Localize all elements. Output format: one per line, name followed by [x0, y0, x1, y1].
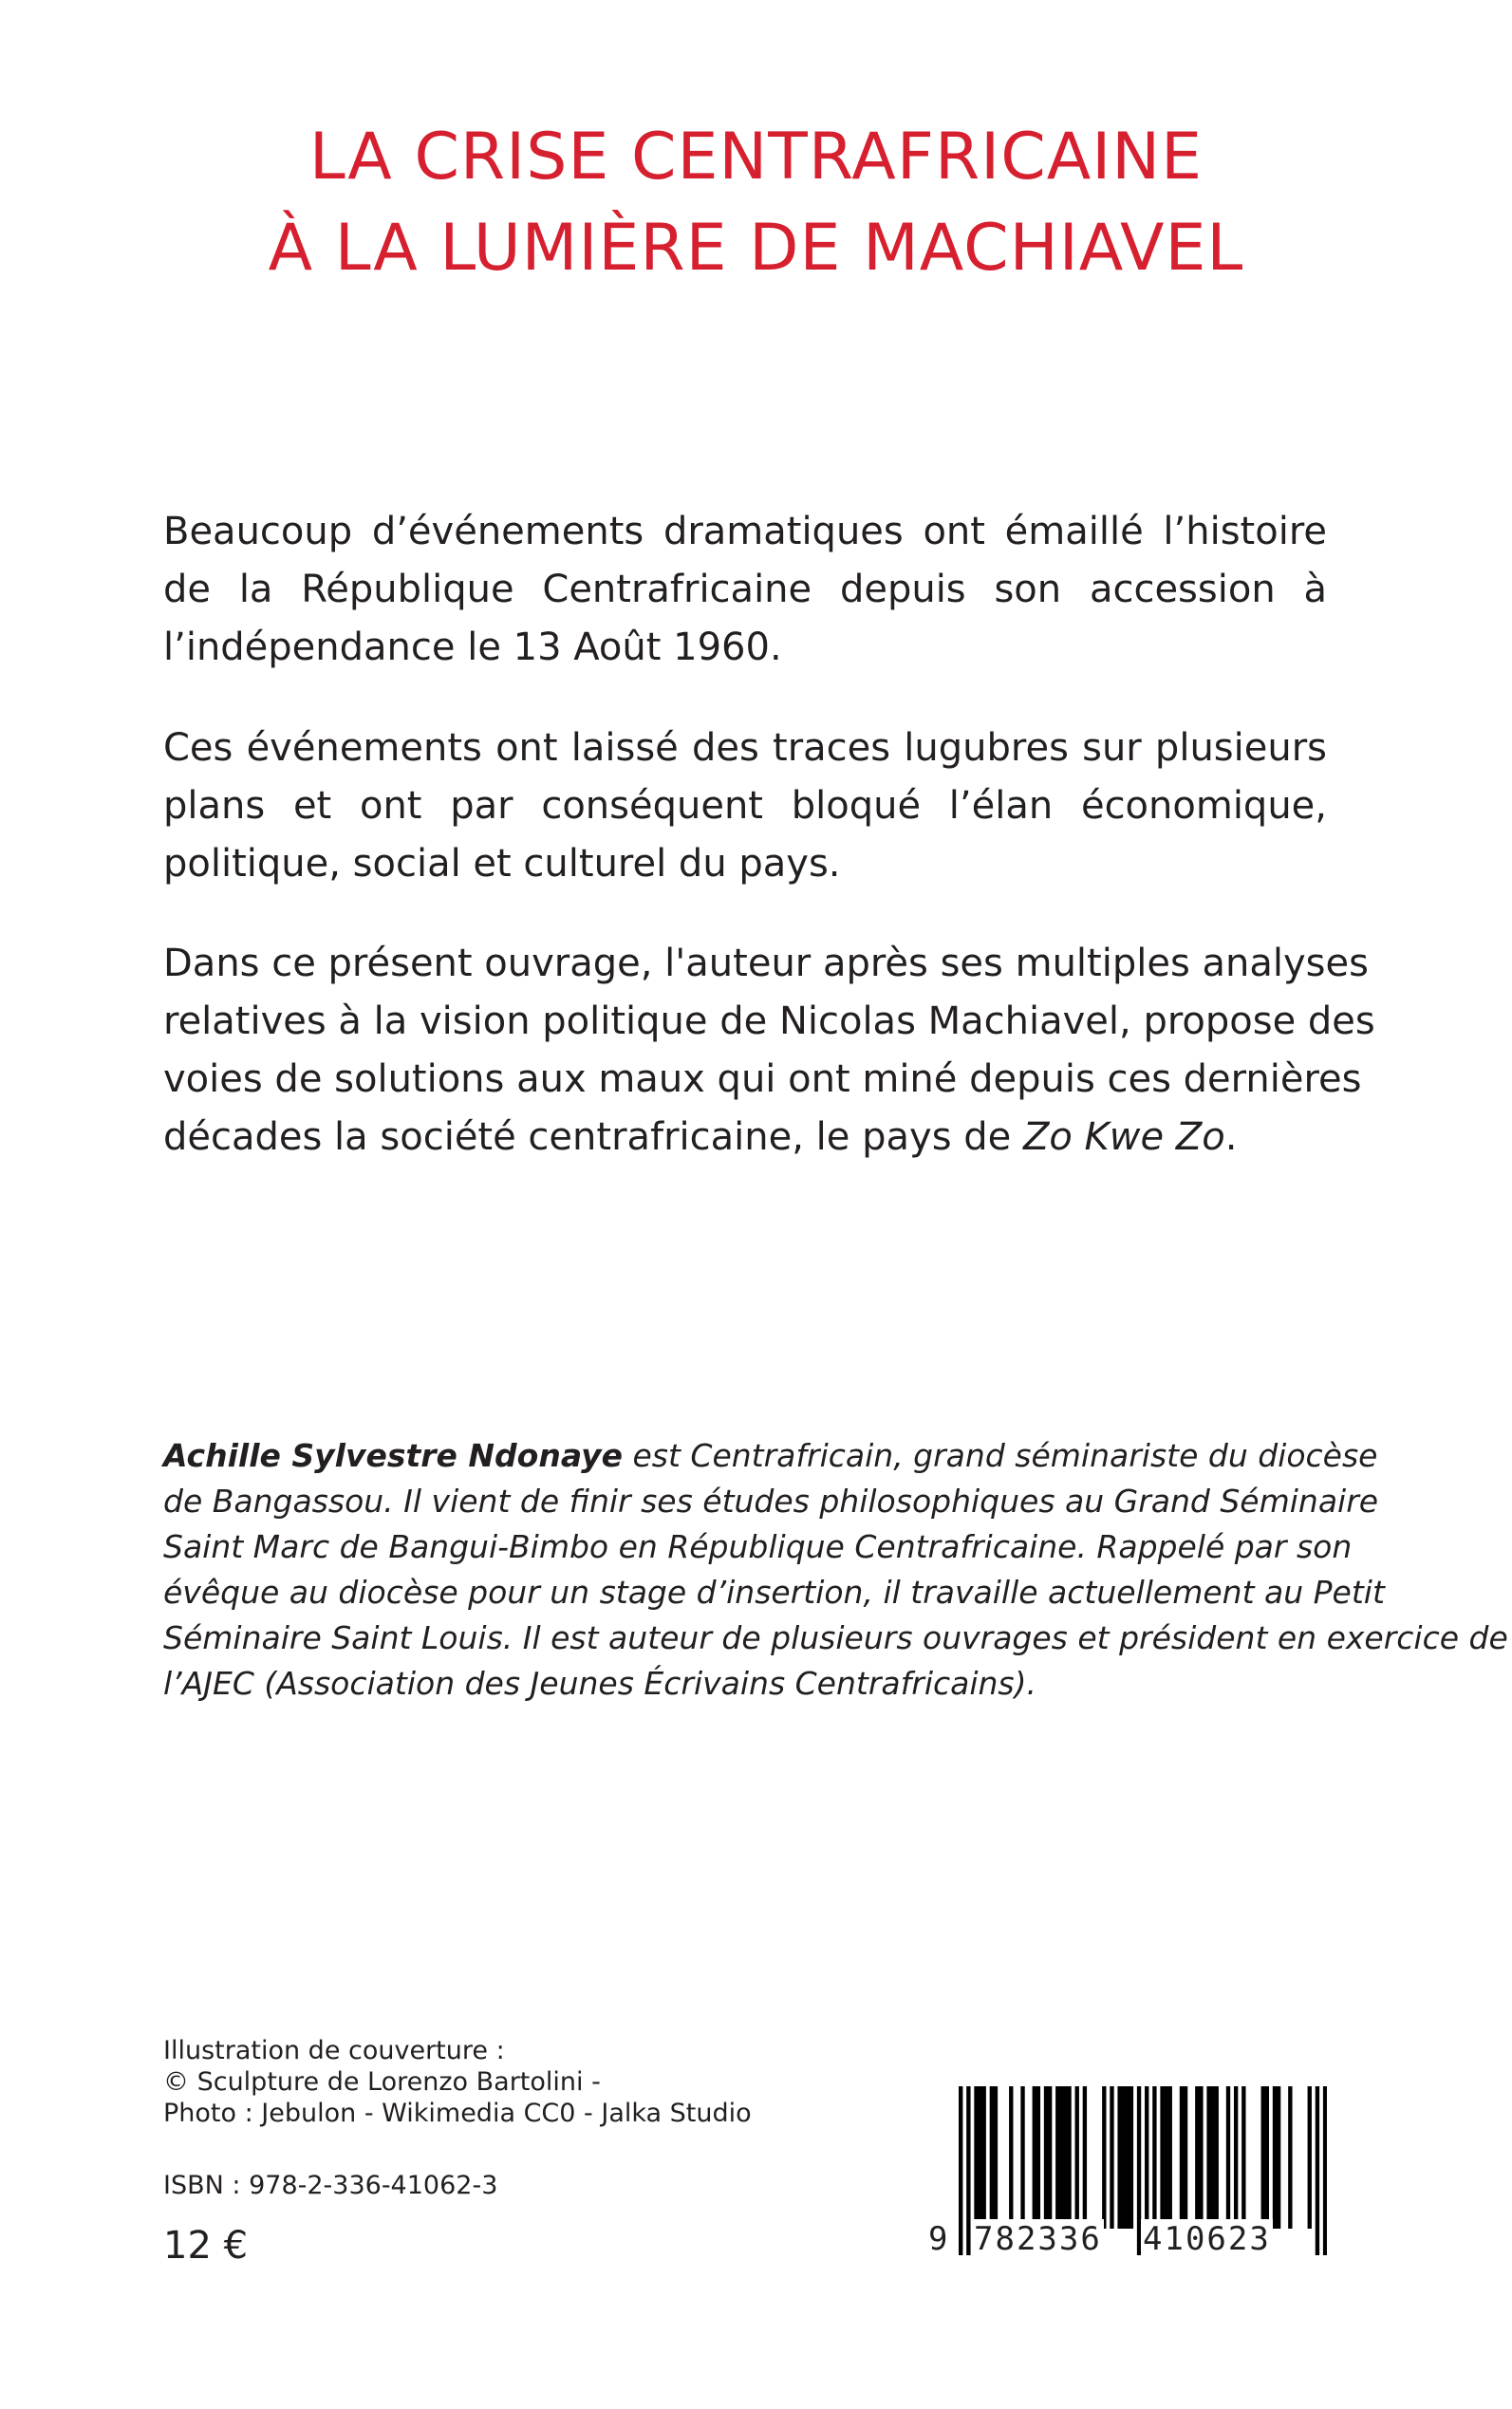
barcode-bar: [1044, 2086, 1048, 2229]
cover-credits: [163, 2035, 752, 2129]
barcode-bar: [1152, 2086, 1156, 2229]
book-title-line-1: LA CRISE CENTRAFRICAINE: [308, 120, 1204, 195]
author-name: Achille Sylvestre Ndonaye: [163, 1437, 623, 1474]
barcode-bar: [1160, 2086, 1164, 2229]
summary-line: relatives à la vision politique de Nicolas Machiavel, propose des: [163, 999, 1375, 1043]
barcode-bar: [1009, 2086, 1013, 2229]
price: 12 €: [163, 2224, 249, 2268]
barcode-bar: [994, 2086, 998, 2229]
barcode-bar: [1206, 2086, 1210, 2229]
author-bio-text: est Centrafricain, grand séminariste du diocèse: [622, 1437, 1378, 1474]
barcode-bar: [1210, 2086, 1214, 2229]
summary-line: voies de solutions aux maux qui ont miné depuis ces dernières: [163, 1057, 1362, 1101]
barcode-bar: [1277, 2086, 1280, 2229]
summary-line: de la République Centrafricaine depuis son accession à: [163, 568, 1327, 611]
summary-line: Ces événements ont laissé des traces lugubres sur plusieurs: [163, 726, 1327, 770]
summary-line: l’indépendance le 13 Août 1960.: [163, 626, 782, 669]
barcode-bar: [1273, 2086, 1277, 2229]
barcode-bar: [1226, 2086, 1230, 2229]
barcode-bar: [1059, 2086, 1063, 2229]
summary-line: politique, social et culturel du pays.: [163, 842, 841, 886]
book-title-line-2: À LA LUMIÈRE DE MACHIAVEL: [268, 211, 1244, 286]
barcode-bar: [974, 2086, 978, 2229]
summary-text: .: [1224, 1115, 1238, 1159]
barcode-bar: [1033, 2086, 1036, 2229]
barcode-bar: [1063, 2086, 1067, 2229]
barcode-bar: [1195, 2086, 1199, 2229]
author-bio-line: l’AJEC (Association des Jeunes Écrivains Centrafricains).: [163, 1665, 1036, 1702]
barcode-digit-group-2: 410623: [1143, 2220, 1271, 2258]
barcode-bar: [1316, 2086, 1319, 2255]
isbn: ISBN : 978-2-336-41062-3: [163, 2171, 498, 2200]
barcode-bar: [1184, 2086, 1187, 2229]
barcode-bar: [1129, 2086, 1133, 2229]
barcode-bar: [1323, 2086, 1327, 2255]
author-bio-line: [163, 1433, 1378, 1479]
barcode-bar: [1126, 2086, 1129, 2229]
summary-line: Dans ce présent ouvrage, l'auteur après ses multiples analyses: [163, 942, 1369, 985]
barcode-digit-group-1: 782336: [974, 2220, 1102, 2258]
barcode-bar: [1199, 2086, 1203, 2229]
credits-line: Photo : Jebulon - Wikimedia CC0 - Jalka Studio: [163, 2099, 752, 2128]
barcode-bar: [1075, 2086, 1079, 2229]
barcode-bar: [1083, 2086, 1087, 2229]
author-bio-line: évêque au diocèse pour un stage d’insertion, il travaille actuellement au Petit: [163, 1574, 1385, 1611]
author-bio-line: Séminaire Saint Louis. Il est auteur de plusieurs ouvrages et président en exercice de: [163, 1619, 1508, 1656]
summary-paragraph-1: [163, 503, 1327, 677]
barcode-bar: [1288, 2086, 1292, 2229]
barcode-bar: [1117, 2086, 1121, 2229]
barcode-bar: [1168, 2086, 1172, 2229]
barcode-bar: [1048, 2086, 1052, 2229]
barcode-bar: [1122, 2086, 1126, 2229]
book-title: [0, 112, 1512, 294]
barcode-bar: [1020, 2086, 1024, 2229]
barcode-bar: [1110, 2086, 1113, 2229]
barcode-bar: [978, 2086, 981, 2229]
author-bio: [163, 1433, 1508, 1707]
barcode-bar: [1241, 2086, 1245, 2229]
barcode-bar: [1036, 2086, 1040, 2229]
barcode-bar: [1234, 2086, 1238, 2229]
barcode-bar: [1265, 2086, 1269, 2229]
barcode-bar: [990, 2086, 994, 2229]
summary-line: [163, 1109, 1327, 1167]
barcode-bar: [982, 2086, 986, 2229]
barcode-bar: [1102, 2086, 1106, 2229]
summary-text: décades la société centrafricaine, le pays de: [163, 1115, 1023, 1159]
credits-line: © Sculpture de Lorenzo Bartolini -: [163, 2067, 601, 2097]
summary-paragraph-2: [163, 719, 1327, 893]
summary-line: Beaucoup d’événements dramatiques ont émaillé l’histoire: [163, 510, 1327, 553]
barcode-bar: [1308, 2086, 1312, 2229]
barcode-bar: [959, 2086, 962, 2255]
author-bio-line: Saint Marc de Bangui-Bimbo en République Centrafricaine. Rappelé par son: [163, 1528, 1353, 1565]
barcode-bar: [1055, 2086, 1059, 2229]
barcode-bar: [1215, 2086, 1219, 2229]
barcode-bar: [1261, 2086, 1265, 2229]
barcode-bar: [966, 2086, 970, 2255]
credits-line: Illustration de couverture :: [163, 2036, 505, 2065]
barcode-bar: [1180, 2086, 1184, 2229]
summary-line: plans et ont par conséquent bloqué l’élan économique,: [163, 784, 1327, 828]
summary-paragraph-3: [163, 935, 1375, 1167]
summary-italic-text: Zo Kwe Zo: [1022, 1115, 1225, 1159]
barcode-bar: [1164, 2086, 1167, 2229]
barcode-first-digit: 9: [928, 2220, 950, 2258]
barcode-bar: [1067, 2086, 1071, 2229]
author-bio-line: de Bangassou. Il vient de finir ses études philosophiques au Grand Séminaire: [163, 1483, 1379, 1520]
